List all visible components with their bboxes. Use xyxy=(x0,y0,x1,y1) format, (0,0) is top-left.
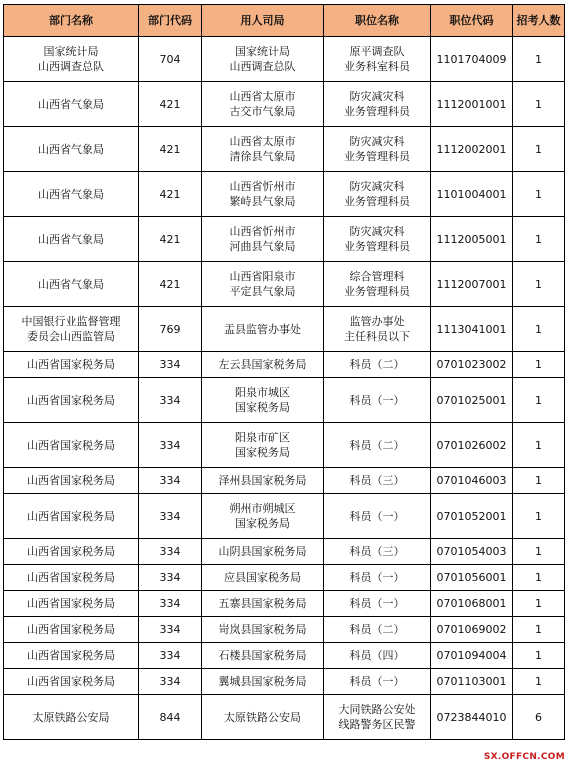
hire-count-cell: 1 xyxy=(513,352,565,378)
position-code-cell: 1112007001 xyxy=(431,262,513,307)
position-code-cell: 1101704009 xyxy=(431,37,513,82)
position-name-cell: 综合管理科 业务管理科员 xyxy=(324,262,431,307)
table-row xyxy=(4,352,565,378)
position-code-cell: 0701068001 xyxy=(431,591,513,617)
dept-code-cell: 334 xyxy=(139,423,202,468)
header-hire-count: 招考人数 xyxy=(513,5,565,37)
dept-name-cell: 山西省国家税务局 xyxy=(4,539,139,565)
position-code-cell: 0701103001 xyxy=(431,669,513,695)
dept-name-cell: 山西省国家税务局 xyxy=(4,468,139,494)
position-name-cell: 原平调查队 业务科室科员 xyxy=(324,37,431,82)
position-name-cell: 科员（一） xyxy=(324,565,431,591)
table-body xyxy=(4,37,565,740)
hire-count-cell: 1 xyxy=(513,669,565,695)
dept-code-cell: 334 xyxy=(139,565,202,591)
position-name-cell: 监管办事处 主任科员以下 xyxy=(324,307,431,352)
hire-count-cell: 1 xyxy=(513,262,565,307)
header-bureau: 用人司局 xyxy=(202,5,324,37)
hire-count-cell: 1 xyxy=(513,539,565,565)
dept-code-cell: 769 xyxy=(139,307,202,352)
dept-code-cell: 334 xyxy=(139,669,202,695)
dept-code-cell: 334 xyxy=(139,591,202,617)
position-name-cell: 科员（二） xyxy=(324,352,431,378)
dept-code-cell: 421 xyxy=(139,127,202,172)
bureau-cell: 太原铁路公安局 xyxy=(202,695,324,740)
bureau-cell: 岢岚县国家税务局 xyxy=(202,617,324,643)
bureau-cell: 山西省忻州市 河曲县气象局 xyxy=(202,217,324,262)
position-code-cell: 0701023002 xyxy=(431,352,513,378)
bureau-cell: 翼城县国家税务局 xyxy=(202,669,324,695)
dept-name-cell: 山西省国家税务局 xyxy=(4,494,139,539)
hire-count-cell: 1 xyxy=(513,617,565,643)
header-dept-code: 部门代码 xyxy=(139,5,202,37)
site-watermark: SX.OFFCN.COM xyxy=(483,752,565,762)
dept-name-cell: 太原铁路公安局 xyxy=(4,695,139,740)
position-code-cell: 0701046003 xyxy=(431,468,513,494)
dept-code-cell: 334 xyxy=(139,643,202,669)
hire-count-cell: 1 xyxy=(513,127,565,172)
dept-name-cell: 山西省国家税务局 xyxy=(4,423,139,468)
dept-code-cell: 421 xyxy=(139,82,202,127)
position-code-cell: 1113041001 xyxy=(431,307,513,352)
dept-code-cell: 421 xyxy=(139,172,202,217)
dept-name-cell: 山西省国家税务局 xyxy=(4,378,139,423)
position-name-cell: 科员（三） xyxy=(324,468,431,494)
table-row xyxy=(4,423,565,468)
position-code-cell: 1112002001 xyxy=(431,127,513,172)
hire-count-cell: 1 xyxy=(513,468,565,494)
dept-name-cell: 国家统计局 山西调查总队 xyxy=(4,37,139,82)
dept-code-cell: 334 xyxy=(139,617,202,643)
dept-name-cell: 中国银行业监督管理 委员会山西监管局 xyxy=(4,307,139,352)
dept-name-cell: 山西省国家税务局 xyxy=(4,591,139,617)
hire-count-cell: 1 xyxy=(513,591,565,617)
bureau-cell: 左云县国家税务局 xyxy=(202,352,324,378)
dept-code-cell: 334 xyxy=(139,378,202,423)
bureau-cell: 山阴县国家税务局 xyxy=(202,539,324,565)
table-row xyxy=(4,82,565,127)
position-name-cell: 科员（一） xyxy=(324,378,431,423)
hire-count-cell: 1 xyxy=(513,378,565,423)
position-name-cell: 科员（三） xyxy=(324,539,431,565)
table-row xyxy=(4,643,565,669)
table-row xyxy=(4,591,565,617)
dept-code-cell: 334 xyxy=(139,468,202,494)
dept-code-cell: 334 xyxy=(139,494,202,539)
table-row xyxy=(4,617,565,643)
hire-count-cell: 1 xyxy=(513,37,565,82)
dept-name-cell: 山西省气象局 xyxy=(4,262,139,307)
dept-name-cell: 山西省国家税务局 xyxy=(4,617,139,643)
bureau-cell: 朔州市朔城区 国家税务局 xyxy=(202,494,324,539)
dept-name-cell: 山西省气象局 xyxy=(4,127,139,172)
table-row xyxy=(4,378,565,423)
position-code-cell: 1112005001 xyxy=(431,217,513,262)
bureau-cell: 山西省太原市 古交市气象局 xyxy=(202,82,324,127)
header-row xyxy=(4,5,565,37)
bureau-cell: 泽州县国家税务局 xyxy=(202,468,324,494)
dept-code-cell: 421 xyxy=(139,262,202,307)
table-row xyxy=(4,494,565,539)
dept-code-cell: 334 xyxy=(139,352,202,378)
dept-name-cell: 山西省国家税务局 xyxy=(4,669,139,695)
position-code-cell: 1112001001 xyxy=(431,82,513,127)
table-row xyxy=(4,172,565,217)
table-row xyxy=(4,127,565,172)
hire-count-cell: 1 xyxy=(513,423,565,468)
position-code-cell: 0701026002 xyxy=(431,423,513,468)
dept-code-cell: 844 xyxy=(139,695,202,740)
dept-code-cell: 704 xyxy=(139,37,202,82)
bureau-cell: 山西省阳泉市 平定县气象局 xyxy=(202,262,324,307)
position-name-cell: 科员（一） xyxy=(324,494,431,539)
hire-count-cell: 1 xyxy=(513,172,565,217)
header-dept-name: 部门名称 xyxy=(4,5,139,37)
bureau-cell: 国家统计局 山西调查总队 xyxy=(202,37,324,82)
position-name-cell: 科员（四） xyxy=(324,643,431,669)
dept-name-cell: 山西省国家税务局 xyxy=(4,352,139,378)
table-row xyxy=(4,217,565,262)
position-name-cell: 科员（二） xyxy=(324,423,431,468)
hire-count-cell: 1 xyxy=(513,643,565,669)
table-row xyxy=(4,468,565,494)
position-code-cell: 0701054003 xyxy=(431,539,513,565)
position-name-cell: 大同铁路公安处 线路警务区民警 xyxy=(324,695,431,740)
position-name-cell: 科员（二） xyxy=(324,617,431,643)
position-name-cell: 防灾减灾科 业务管理科员 xyxy=(324,127,431,172)
table-row xyxy=(4,695,565,740)
dept-code-cell: 334 xyxy=(139,539,202,565)
dept-name-cell: 山西省国家税务局 xyxy=(4,643,139,669)
table-row xyxy=(4,539,565,565)
position-code-cell: 1101004001 xyxy=(431,172,513,217)
position-name-cell: 科员（一） xyxy=(324,591,431,617)
position-name-cell: 防灾减灾科 业务管理科员 xyxy=(324,217,431,262)
hire-count-cell: 1 xyxy=(513,82,565,127)
dept-name-cell: 山西省气象局 xyxy=(4,217,139,262)
position-name-cell: 防灾减灾科 业务管理科员 xyxy=(324,172,431,217)
position-code-cell: 0701025001 xyxy=(431,378,513,423)
bureau-cell: 五寨县国家税务局 xyxy=(202,591,324,617)
position-name-cell: 防灾减灾科 业务管理科员 xyxy=(324,82,431,127)
dept-name-cell: 山西省气象局 xyxy=(4,82,139,127)
bureau-cell: 山西省忻州市 繁峙县气象局 xyxy=(202,172,324,217)
header-position-code: 职位代码 xyxy=(431,5,513,37)
dept-name-cell: 山西省国家税务局 xyxy=(4,565,139,591)
dept-code-cell: 421 xyxy=(139,217,202,262)
recruitment-table xyxy=(3,4,565,740)
bureau-cell: 应县国家税务局 xyxy=(202,565,324,591)
position-code-cell: 0723844010 xyxy=(431,695,513,740)
table-row xyxy=(4,669,565,695)
hire-count-cell: 1 xyxy=(513,565,565,591)
position-code-cell: 0701094004 xyxy=(431,643,513,669)
bureau-cell: 石楼县国家税务局 xyxy=(202,643,324,669)
position-name-cell: 科员（一） xyxy=(324,669,431,695)
bureau-cell: 山西省太原市 清徐县气象局 xyxy=(202,127,324,172)
table-row xyxy=(4,565,565,591)
hire-count-cell: 1 xyxy=(513,217,565,262)
header-position-name: 职位名称 xyxy=(324,5,431,37)
bureau-cell: 盂县监管办事处 xyxy=(202,307,324,352)
position-code-cell: 0701056001 xyxy=(431,565,513,591)
position-code-cell: 0701069002 xyxy=(431,617,513,643)
table-row xyxy=(4,37,565,82)
hire-count-cell: 1 xyxy=(513,307,565,352)
table-row xyxy=(4,307,565,352)
dept-name-cell: 山西省气象局 xyxy=(4,172,139,217)
hire-count-cell: 6 xyxy=(513,695,565,740)
position-code-cell: 0701052001 xyxy=(431,494,513,539)
bureau-cell: 阳泉市城区 国家税务局 xyxy=(202,378,324,423)
hire-count-cell: 1 xyxy=(513,494,565,539)
bureau-cell: 阳泉市矿区 国家税务局 xyxy=(202,423,324,468)
table-row xyxy=(4,262,565,307)
